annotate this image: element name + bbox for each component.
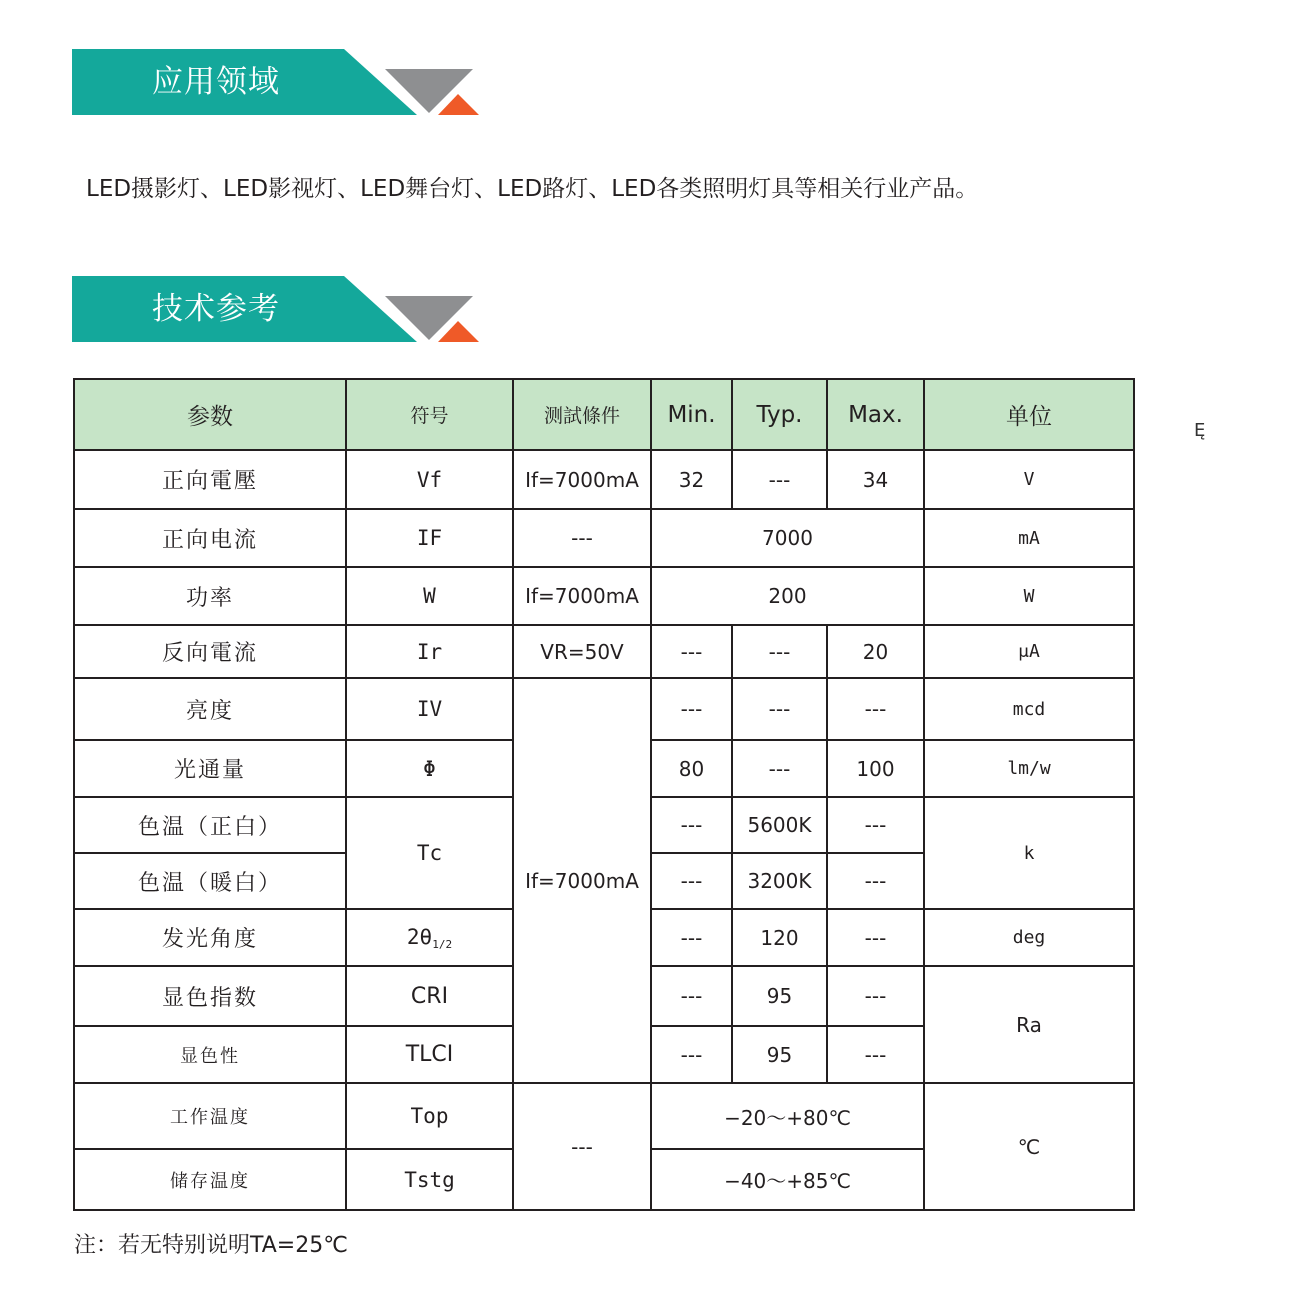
param-cell: 正向電壓 xyxy=(74,450,346,509)
header-symbol: 符号 xyxy=(346,379,513,450)
symbol-main: 2θ xyxy=(406,924,433,949)
symbol-cell: Tstg xyxy=(346,1149,513,1210)
min-cell: 80 xyxy=(651,740,732,797)
typ-cell: --- xyxy=(732,678,827,740)
condition-cell: --- xyxy=(513,1083,651,1210)
min-cell: --- xyxy=(651,909,732,966)
unit-cell: ℃ xyxy=(924,1083,1134,1210)
unit-cell: k xyxy=(924,797,1134,909)
max-cell: --- xyxy=(827,797,924,853)
symbol-cell: Vf xyxy=(346,450,513,509)
max-cell: 20 xyxy=(827,625,924,678)
value-cell: 200 xyxy=(651,567,924,625)
max-cell: 100 xyxy=(827,740,924,797)
section-banner-technical xyxy=(72,276,482,344)
applications-text: LED摄影灯、LED影视灯、LED舞台灯、LED路灯、LED各类照明灯具等相关行业产品。 xyxy=(86,176,979,202)
spec-table xyxy=(73,378,1135,1211)
value-cell: −40～+85℃ xyxy=(651,1149,924,1210)
condition-cell: VR=50V xyxy=(513,625,651,678)
param-cell: 储存温度 xyxy=(74,1149,346,1210)
table-header-row xyxy=(74,379,1134,450)
section-banner-applications xyxy=(72,49,482,117)
header-param: 参数 xyxy=(74,379,346,450)
min-cell: --- xyxy=(651,678,732,740)
param-cell: 显色指数 xyxy=(74,966,346,1026)
table-row xyxy=(74,509,1134,567)
typ-cell: 120 xyxy=(732,909,827,966)
typ-cell: --- xyxy=(732,625,827,678)
condition-cell: If=7000mA xyxy=(513,450,651,509)
unit-cell: deg xyxy=(924,909,1134,966)
param-cell: 工作温度 xyxy=(74,1083,346,1149)
param-cell: 显色性 xyxy=(74,1026,346,1083)
symbol-cell: CRI xyxy=(346,966,513,1026)
symbol-cell: Φ xyxy=(346,740,513,797)
min-cell: 32 xyxy=(651,450,732,509)
param-cell: 色温（暖白） xyxy=(74,853,346,909)
header-condition: 测試條件 xyxy=(513,379,651,450)
min-cell: --- xyxy=(651,625,732,678)
header-max: Max. xyxy=(827,379,924,450)
condition-cell: --- xyxy=(513,509,651,567)
param-cell: 反向電流 xyxy=(74,625,346,678)
typ-cell: 3200K xyxy=(732,853,827,909)
section-title: 应用领域 xyxy=(152,64,280,100)
max-cell: --- xyxy=(827,853,924,909)
condition-cell: If=7000mA xyxy=(513,567,651,625)
header-typ: Typ. xyxy=(732,379,827,450)
unit-cell: W xyxy=(924,567,1134,625)
typ-cell: 95 xyxy=(732,966,827,1026)
unit-cell: V xyxy=(924,450,1134,509)
max-cell: --- xyxy=(827,1026,924,1083)
symbol-cell: Tc xyxy=(346,797,513,909)
symbol-subscript: 1/2 xyxy=(432,937,453,951)
table-row xyxy=(74,678,1134,740)
param-cell: 正向电流 xyxy=(74,509,346,567)
table-row xyxy=(74,625,1134,678)
param-cell: 发光角度 xyxy=(74,909,346,966)
table-row xyxy=(74,450,1134,509)
symbol-cell: Ir xyxy=(346,625,513,678)
typ-cell: 5600K xyxy=(732,797,827,853)
footnote: 注：若无特别说明TA=25℃ xyxy=(74,1233,348,1258)
param-cell: 光通量 xyxy=(74,740,346,797)
header-unit: 单位 xyxy=(924,379,1134,450)
symbol-cell xyxy=(346,909,513,966)
max-cell: --- xyxy=(827,966,924,1026)
unit-cell: Ra xyxy=(924,966,1134,1083)
min-cell: --- xyxy=(651,797,732,853)
unit-cell: lm/w xyxy=(924,740,1134,797)
table-row xyxy=(74,1083,1134,1149)
symbol-cell: IF xyxy=(346,509,513,567)
symbol-cell: IV xyxy=(346,678,513,740)
max-cell: 34 xyxy=(827,450,924,509)
condition-cell: If=7000mA xyxy=(513,678,651,1083)
value-cell: −20～+80℃ xyxy=(651,1083,924,1149)
typ-cell: --- xyxy=(732,450,827,509)
unit-cell: μA xyxy=(924,625,1134,678)
table-row xyxy=(74,567,1134,625)
typ-cell: 95 xyxy=(732,1026,827,1083)
side-mark: Ę xyxy=(1194,420,1206,441)
symbol-cell: Top xyxy=(346,1083,513,1149)
unit-cell: mcd xyxy=(924,678,1134,740)
section-title: 技术参考 xyxy=(152,291,280,327)
typ-cell: --- xyxy=(732,740,827,797)
max-cell: --- xyxy=(827,678,924,740)
param-cell: 功率 xyxy=(74,567,346,625)
unit-cell: mA xyxy=(924,509,1134,567)
header-min: Min. xyxy=(651,379,732,450)
min-cell: --- xyxy=(651,853,732,909)
min-cell: --- xyxy=(651,1026,732,1083)
param-cell: 色温（正白） xyxy=(74,797,346,853)
min-cell: --- xyxy=(651,966,732,1026)
value-cell: 7000 xyxy=(651,509,924,567)
param-cell: 亮度 xyxy=(74,678,346,740)
max-cell: --- xyxy=(827,909,924,966)
symbol-cell: W xyxy=(346,567,513,625)
symbol-cell: TLCI xyxy=(346,1026,513,1083)
